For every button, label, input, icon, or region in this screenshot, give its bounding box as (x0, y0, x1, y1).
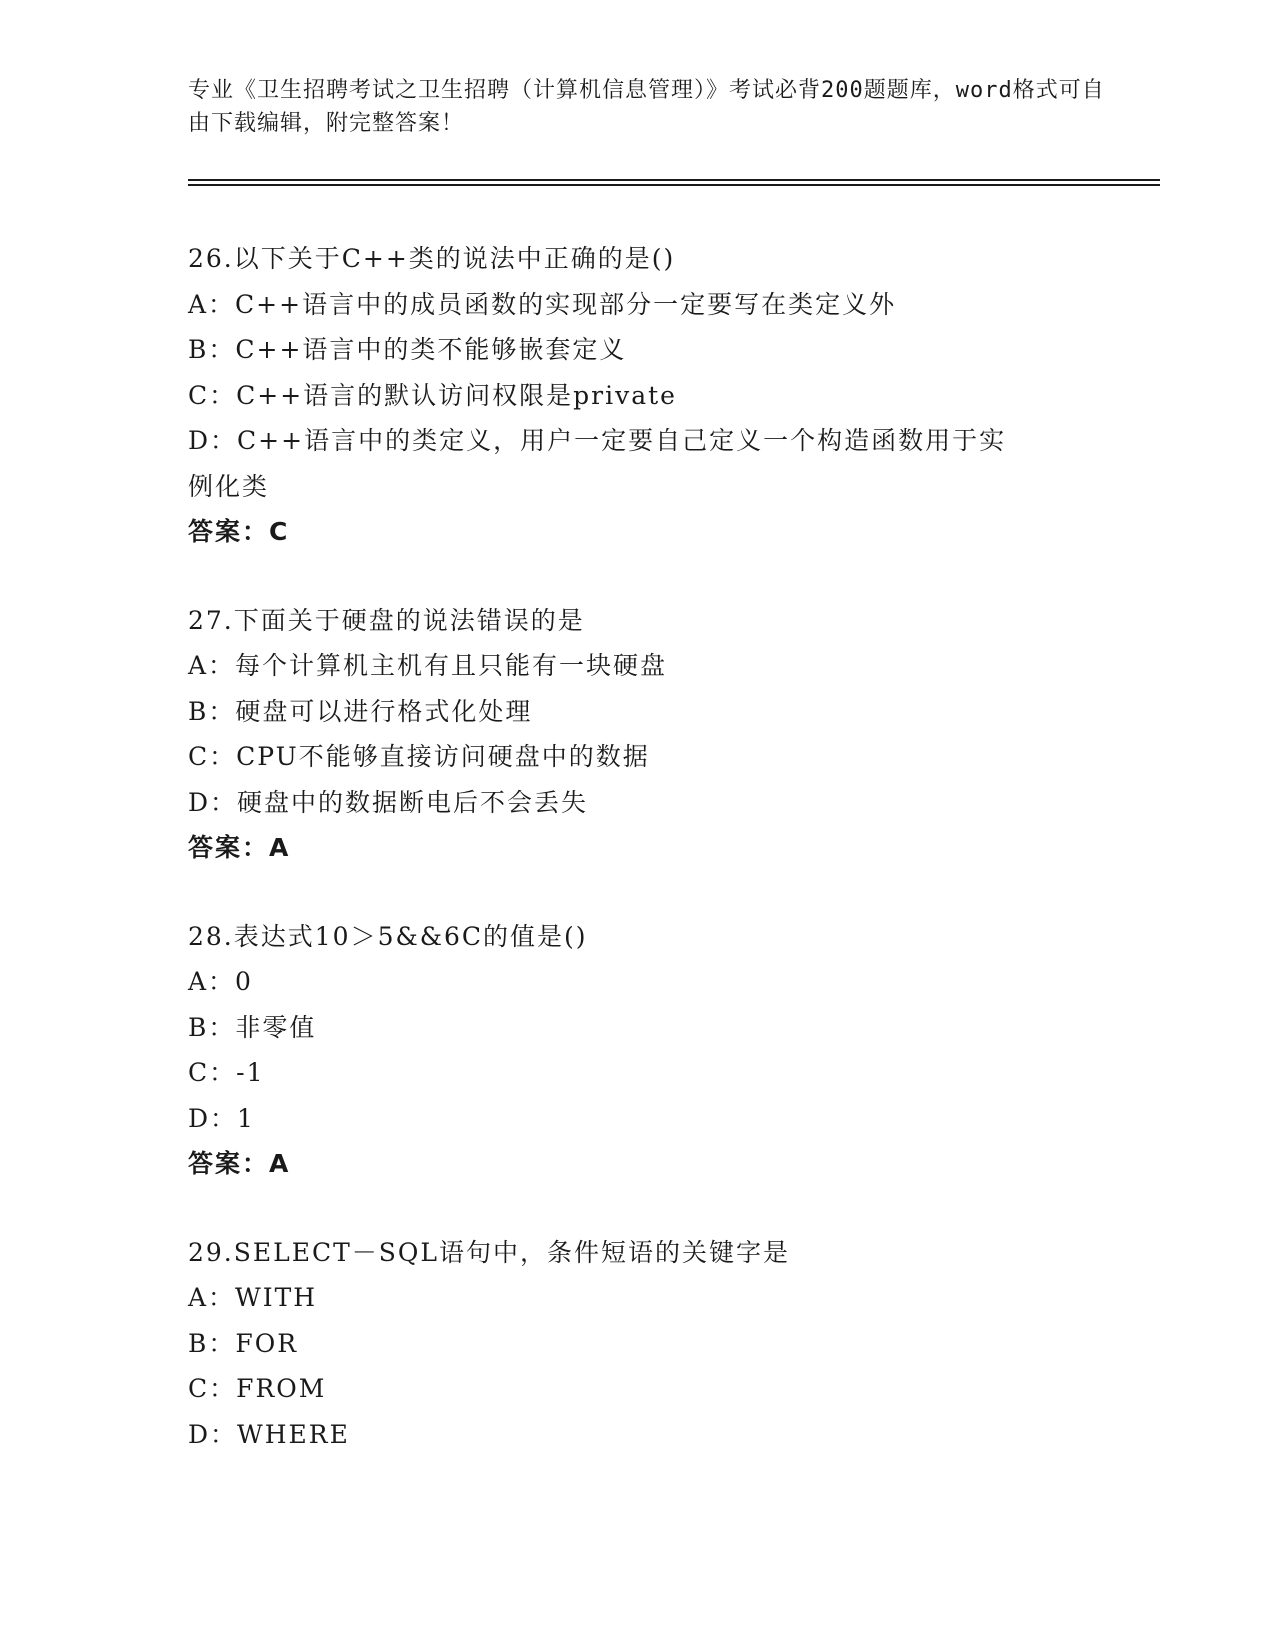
question-stem: 28.表达式10＞5&&6C的值是() (188, 921, 588, 951)
question-list (188, 236, 1088, 1500)
option-a: A：C++语言中的成员函数的实现部分一定要写在类定义外 (188, 289, 897, 319)
option-b: B：FOR (188, 1328, 299, 1358)
answer-label: 答案：A (188, 1149, 291, 1178)
option-d: D：硬盘中的数据断电后不会丢失 (188, 787, 589, 817)
option-a: A：每个计算机主机有且只能有一块硬盘 (188, 651, 668, 680)
option-b: B：C++语言中的类不能够嵌套定义 (188, 335, 627, 364)
question-stem: 26.以下关于C++类的说法中正确的是() (188, 244, 676, 273)
option-b: B：硬盘可以进行格式化处理 (188, 696, 533, 726)
answer-label: 答案：C (188, 517, 290, 546)
option-d: D：1 (188, 1103, 255, 1133)
option-d: D：WHERE (188, 1419, 350, 1449)
question-28 (188, 914, 1088, 1187)
answer-label: 答案：A (188, 833, 291, 862)
question-stem: 27.下面关于硬盘的说法错误的是 (188, 605, 585, 635)
option-a: A：0 (188, 967, 253, 996)
page-header (188, 74, 1118, 140)
option-d: D：C++语言中的类定义，用户一定要自己定义一个构造函数用于实例化类 (188, 426, 1007, 501)
question-29 (188, 1230, 1088, 1458)
document-title: 专业《卫生招聘考试之卫生招聘（计算机信息管理）》考试必背200题题库，word格式可自由下载编辑，附完整答案！ (188, 78, 1105, 136)
question-26 (188, 236, 1088, 555)
question-27 (188, 598, 1088, 871)
header-double-rule (188, 179, 1160, 186)
option-c: C：-1 (188, 1058, 265, 1087)
option-a: A：WITH (188, 1283, 318, 1312)
option-c: C：FROM (188, 1374, 327, 1403)
question-stem: 29.SELECT－SQL语句中，条件短语的关键字是 (188, 1237, 791, 1267)
option-c: C：C++语言的默认访问权限是private (188, 380, 677, 410)
option-c: C：CPU不能够直接访问硬盘中的数据 (188, 742, 650, 771)
option-b: B：非零值 (188, 1012, 317, 1042)
